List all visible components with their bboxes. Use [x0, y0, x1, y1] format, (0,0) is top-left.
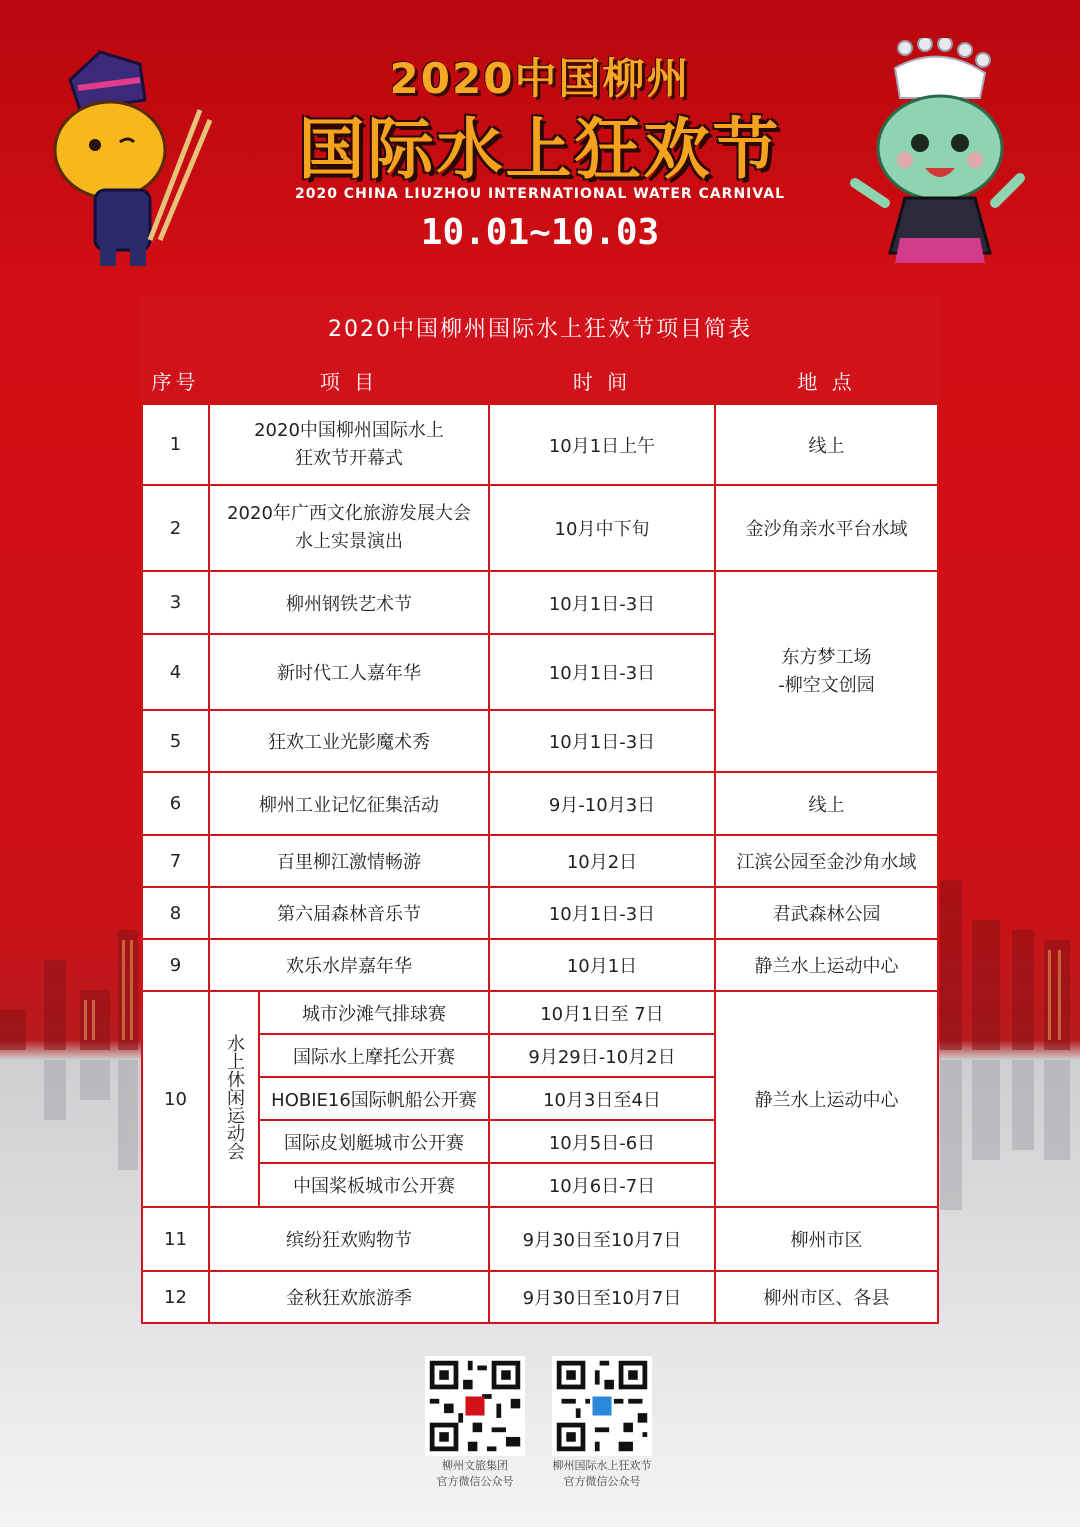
- table-row: [142, 887, 938, 939]
- table-caption: 2020中国柳州国际水上狂欢节项目简表: [142, 298, 938, 356]
- cell-item: 狂欢工业光影魔术秀: [209, 710, 489, 772]
- cell-time: 10月1日-3日: [489, 571, 715, 634]
- cell-sub-item: 国际水上摩托公开赛: [259, 1034, 489, 1077]
- cell-place: 江滨公园至金沙角水域: [715, 835, 938, 887]
- cell-time: 9月-10月3日: [489, 772, 715, 835]
- cell-item: 欢乐水岸嘉年华: [209, 939, 489, 991]
- cell-item: 柳州工业记忆征集活动: [209, 772, 489, 835]
- cell-sub-time: 10月5日-6日: [489, 1120, 715, 1163]
- title-date: 10.01~10.03: [420, 212, 660, 253]
- cell-no: 7: [142, 835, 209, 887]
- table-row-10: [142, 991, 938, 1034]
- cell-place-merged: [715, 571, 938, 772]
- cell-no: 11: [142, 1207, 209, 1271]
- header-time: 时 间: [489, 356, 715, 404]
- table-caption-row: [142, 298, 938, 356]
- cell-item: 缤纷狂欢购物节: [209, 1207, 489, 1271]
- cell-item-line1: 2020中国柳州国际水上: [254, 419, 444, 441]
- table-row: [142, 772, 938, 835]
- cell-item: 柳州钢铁艺术节: [209, 571, 489, 634]
- cell-no: 10: [142, 991, 209, 1207]
- cell-place: 静兰水上运动中心: [715, 939, 938, 991]
- cell-item: [209, 485, 489, 571]
- cell-time: 10月1日-3日: [489, 634, 715, 710]
- cell-sub-time: 9月29日-10月2日: [489, 1034, 715, 1077]
- cell-sub-time: 10月6日-7日: [489, 1163, 715, 1207]
- table-row: [142, 1271, 938, 1323]
- cell-sub-item: 国际皮划艇城市公开赛: [259, 1120, 489, 1163]
- table-row: [142, 939, 938, 991]
- cell-place: 线上: [715, 404, 938, 485]
- cell-place: 柳州市区、各县: [715, 1271, 938, 1323]
- cell-time: 10月2日: [489, 835, 715, 887]
- qr-code-right: [552, 1356, 652, 1456]
- cell-item: 新时代工人嘉年华: [209, 634, 489, 710]
- cell-no: 5: [142, 710, 209, 772]
- category-vertical-text: 水上休闲运动会: [224, 1033, 245, 1160]
- cell-item-line1: 2020年广西文化旅游发展大会: [227, 503, 471, 524]
- cell-sub-item: 中国桨板城市公开赛: [259, 1163, 489, 1207]
- cell-time: 10月1日上午: [489, 404, 715, 485]
- cell-place-merged: 静兰水上运动中心: [715, 991, 938, 1207]
- cell-time: 10月1日-3日: [489, 710, 715, 772]
- cell-category: [209, 991, 259, 1207]
- cell-time: 10月1日-3日: [489, 887, 715, 939]
- table-row: [142, 835, 938, 887]
- qr-label-right: [527, 1458, 677, 1490]
- cell-time: 9月30日至10月7日: [489, 1271, 715, 1323]
- cell-sub-item: 城市沙滩气排球赛: [259, 991, 489, 1034]
- cell-no: 12: [142, 1271, 209, 1323]
- qr-label-right-line1: 柳州国际水上狂欢节: [552, 1459, 652, 1472]
- cell-no: 2: [142, 485, 209, 571]
- title-english: 2020 CHINA LIUZHOU INTERNATIONAL WATER CARNIVAL: [294, 186, 786, 202]
- table-row: [142, 1207, 938, 1271]
- header-no: 序号: [142, 356, 209, 404]
- cell-item-line2: 水上实景演出: [295, 531, 403, 552]
- cell-time: 10月中下旬: [489, 485, 715, 571]
- cell-no: 1: [142, 404, 209, 485]
- cell-sub-time: 10月3日至4日: [489, 1077, 715, 1120]
- cell-time: 9月30日至10月7日: [489, 1207, 715, 1271]
- cell-sub-time: 10月1日至 7日: [489, 991, 715, 1034]
- cell-no: 9: [142, 939, 209, 991]
- title-year: 2020中国柳州: [389, 54, 691, 103]
- cell-item-line2: 狂欢节开幕式: [295, 447, 403, 469]
- table-header-row: [142, 356, 938, 404]
- title-main: 国际水上狂欢节: [298, 111, 782, 188]
- cell-time: 10月1日: [489, 939, 715, 991]
- table-row: [142, 404, 938, 485]
- cell-no: 4: [142, 634, 209, 710]
- cell-item: 百里柳江激情畅游: [209, 835, 489, 887]
- qr-label-right-line2: 官方微信公众号: [563, 1475, 641, 1488]
- cell-no: 8: [142, 887, 209, 939]
- cell-item: [209, 404, 489, 485]
- cell-no: 3: [142, 571, 209, 634]
- cell-place-line1: 东方梦工场: [781, 646, 872, 668]
- qr-label-left-line1: 柳州文旅集团: [442, 1459, 508, 1472]
- table-row: [142, 571, 938, 634]
- qr-label-left-line2: 官方微信公众号: [436, 1475, 514, 1488]
- qr-code-left: [425, 1356, 525, 1456]
- cell-item: 金秋狂欢旅游季: [209, 1271, 489, 1323]
- cell-place: 柳州市区: [715, 1207, 938, 1271]
- cell-place: 线上: [715, 772, 938, 835]
- table-row: [142, 485, 938, 571]
- cell-item: 第六届森林音乐节: [209, 887, 489, 939]
- header-item: 项 目: [209, 356, 489, 404]
- cell-place: 君武森林公园: [715, 887, 938, 939]
- schedule-table: [141, 297, 939, 1324]
- cell-place: 金沙角亲水平台水域: [715, 485, 938, 571]
- cell-place-line2: -柳空文创园: [778, 674, 875, 696]
- cell-no: 6: [142, 772, 209, 835]
- header-place: 地 点: [715, 356, 938, 404]
- cell-sub-item: HOBIE16国际帆船公开赛: [259, 1077, 489, 1120]
